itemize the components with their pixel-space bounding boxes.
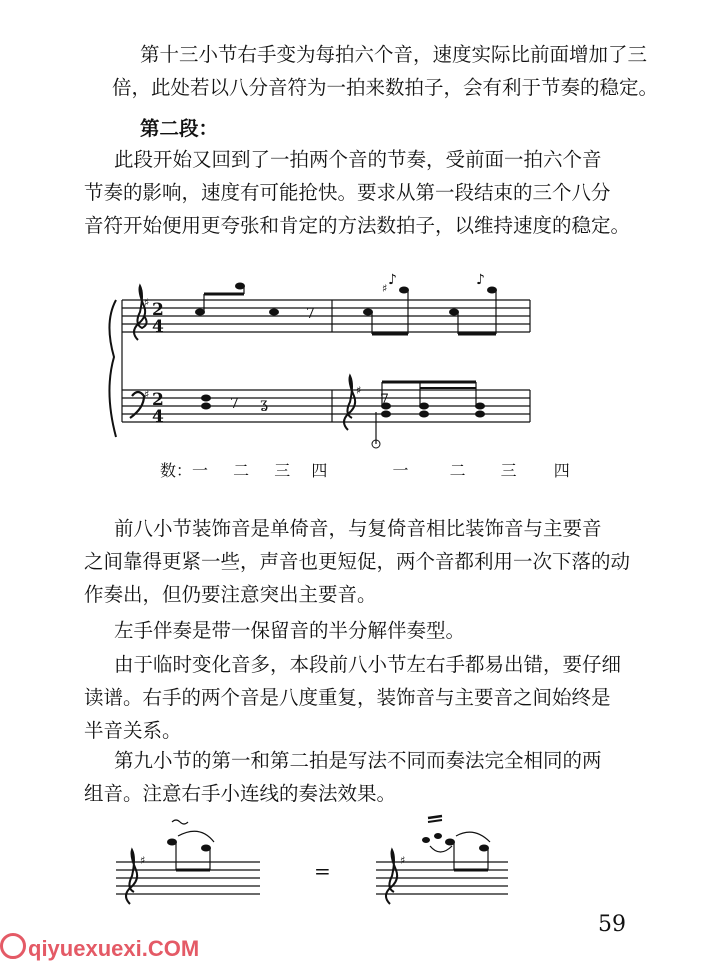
text-line: 组音。注意右手小连线的奏法效果。 — [84, 782, 397, 805]
paragraph-6 — [84, 744, 624, 810]
svg-text:♯: ♯ — [356, 384, 362, 397]
count-item: 一 — [392, 461, 409, 480]
paragraph-3 — [84, 512, 631, 611]
count-item: 二 — [449, 461, 466, 480]
text-line: 由于临时变化音多，本段前八小节左右手都易出错，要仔细 — [114, 653, 622, 676]
text-line: 半音关系。 — [84, 719, 182, 742]
count-item: 四 — [553, 461, 570, 480]
svg-text:♯: ♯ — [144, 296, 150, 309]
watermark — [0, 930, 199, 962]
count-item: 四 — [311, 461, 328, 480]
svg-text:7: 7 — [380, 392, 389, 408]
watermark-logo-icon — [0, 933, 26, 959]
paragraph-1 — [112, 38, 659, 104]
paragraph-5 — [84, 648, 624, 747]
svg-text:♯: ♯ — [382, 282, 388, 295]
text-line: 此段开始又回到了一拍两个音的节奏，受前面一拍六个音 — [114, 148, 602, 171]
svg-text:♪: ♪ — [388, 272, 397, 288]
svg-text:♪: ♪ — [476, 272, 485, 288]
watermark-text: qiyuexuexi.COM — [28, 936, 200, 961]
svg-text:♯: ♯ — [140, 854, 146, 867]
text-line: 前八小节装饰音是单倚音，与复倚音相比装饰音与主要音 — [114, 517, 602, 540]
equals-sign: = — [314, 859, 331, 883]
count-item: 二 — [233, 461, 250, 480]
section-heading: 第二段： — [140, 117, 219, 140]
count-label: 数： — [160, 461, 193, 480]
text-line: 节奏的影响，速度有可能抢快。要求从第一段结束的三个八分 — [84, 181, 611, 204]
svg-text:7: 7 — [230, 396, 239, 412]
svg-text:2: 2 — [152, 300, 164, 320]
text-line: 第九小节的第一和第二拍是写法不同而奏法完全相同的两 — [114, 749, 602, 772]
count-item: 三 — [500, 461, 517, 480]
text-line: 左手伴奏是带一保留音的半分解伴奏型。 — [114, 619, 466, 642]
text-line: 作奏出，但仍要注意突出主要音。 — [84, 583, 377, 606]
music-example-1 — [100, 262, 540, 462]
paragraph-2 — [84, 143, 631, 242]
svg-text:7: 7 — [306, 306, 315, 322]
count-label-row — [160, 458, 570, 481]
text-line: 读谱。右手的两个音是八度重复，装饰音与主要音之间始终是 — [84, 686, 611, 709]
paragraph-4 — [114, 614, 654, 647]
svg-text:4: 4 — [152, 407, 164, 427]
svg-text:4: 4 — [152, 317, 164, 337]
count-item: 三 — [274, 461, 291, 480]
text-line: 音符开始便用更夸张和肯定的方法数拍子，以维持速度的稳定。 — [84, 214, 631, 237]
svg-text:♯: ♯ — [144, 388, 150, 401]
svg-text:♯: ♯ — [400, 854, 406, 867]
svg-text:ʓ: ʓ — [260, 396, 268, 412]
text-line: 倍，此处若以八分音符为一拍来数拍子，会有利于节奏的稳定。 — [112, 76, 659, 99]
page-number: 59 — [598, 912, 626, 937]
text-line: 第十三小节右手变为每拍六个音，速度实际比前面增加了三 — [140, 43, 648, 66]
svg-text:2: 2 — [152, 390, 164, 410]
count-item: 一 — [192, 461, 209, 480]
music-example-2 — [110, 812, 510, 912]
text-line: 之间靠得更紧一些，声音也更短促，两个音都利用一次下落的动 — [84, 550, 631, 573]
